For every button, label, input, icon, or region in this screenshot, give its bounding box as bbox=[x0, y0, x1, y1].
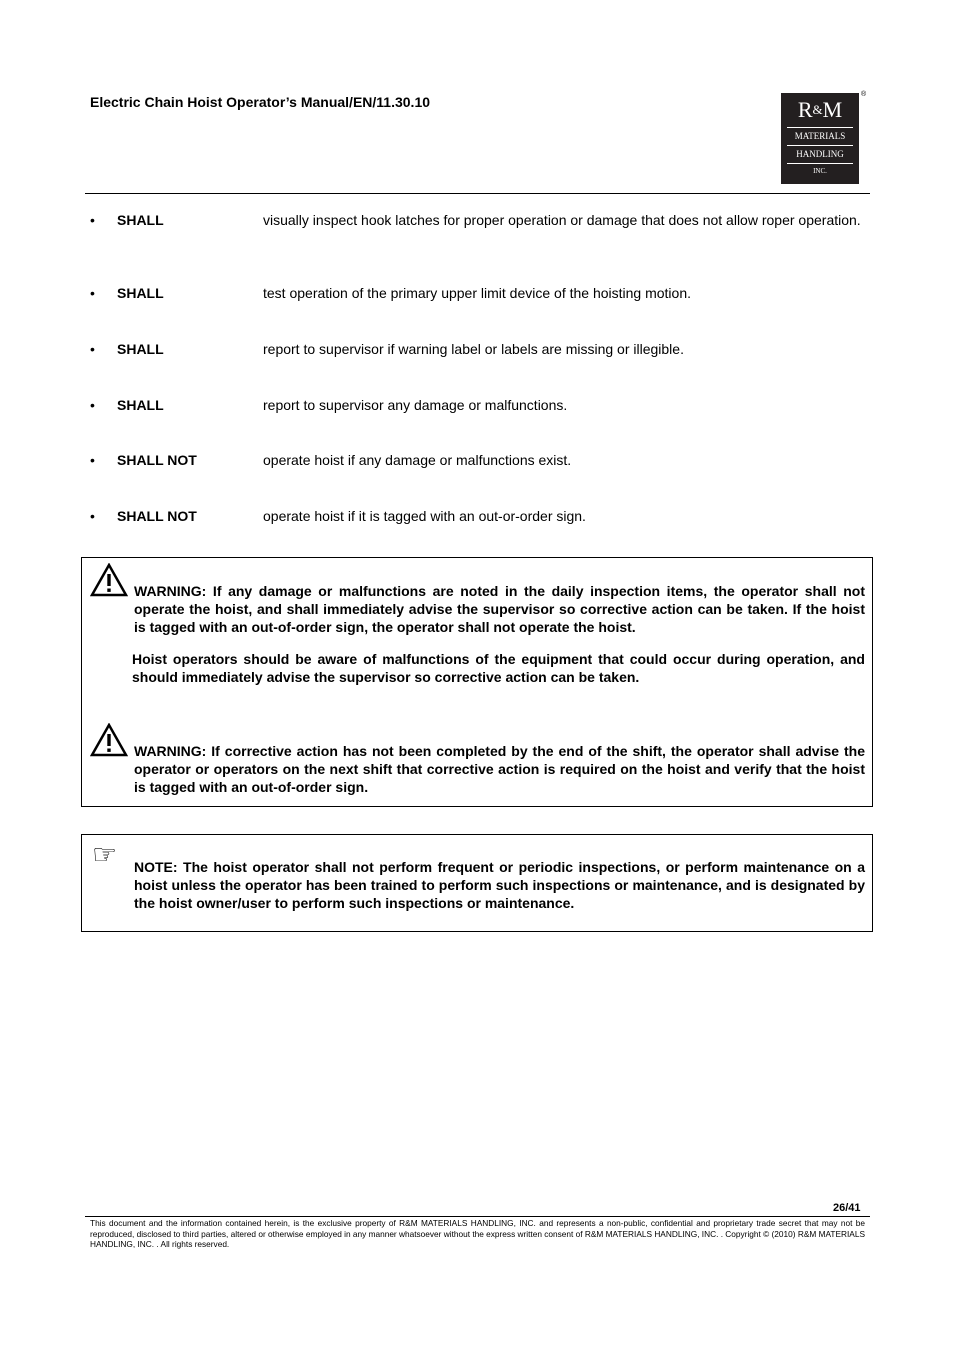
bullet: • bbox=[90, 397, 95, 413]
pointing-hand-icon: ☞ bbox=[92, 839, 118, 870]
list-item bbox=[90, 284, 870, 302]
list-item bbox=[90, 340, 870, 358]
logo-line-inc: INC. bbox=[787, 163, 853, 176]
list-item bbox=[90, 396, 870, 414]
warning-text-1: WARNING: If any damage or malfunctions are noted in the daily inspection items, the operator shall not operate the hoist, and shall immediately advise the supervisor so corrective action can be taken. If the hoist is tagged with an out-of-order sign, the operator shall not operate the hoist. bbox=[134, 583, 865, 635]
list-item bbox=[90, 451, 870, 469]
header-divider bbox=[85, 193, 870, 194]
warning-icon bbox=[90, 563, 128, 597]
logo-line-handling: HANDLING bbox=[787, 145, 853, 160]
warning-paragraph: Hoist operators should be aware of malfunctions of the equipment that could occur during operation, and should immediately advise the supervisor so corrective action can be taken. bbox=[132, 651, 865, 685]
item-text: visually inspect hook latches for proper operation or damage that does not allow roper operation. bbox=[263, 212, 861, 228]
item-text: operate hoist if any damage or malfunctions exist. bbox=[263, 452, 572, 468]
note-box bbox=[81, 834, 873, 932]
item-keyword: SHALL bbox=[117, 212, 164, 228]
item-keyword: SHALL NOT bbox=[117, 452, 197, 468]
item-keyword: SHALL bbox=[117, 341, 164, 357]
warning-box bbox=[81, 557, 873, 807]
item-text: report to supervisor any damage or malfunctions. bbox=[263, 397, 568, 413]
item-text: report to supervisor if warning label or labels are missing or illegible. bbox=[263, 341, 684, 357]
list-item bbox=[90, 211, 870, 247]
company-logo bbox=[781, 93, 859, 184]
document-title: Electric Chain Hoist Operator’s Manual/EN/11.30.10 bbox=[90, 94, 431, 110]
note-text: NOTE: The hoist operator shall not perform frequent or periodic inspections, or perform maintenance on a hoist unless the operator has been trained to perform such inspections or maintenance, and is designated by the hoist owner/user to perform such inspections or maintenance. bbox=[134, 859, 865, 911]
item-text: test operation of the primary upper limit device of the hoisting motion. bbox=[263, 285, 691, 301]
page-number: 26/41 bbox=[833, 1202, 861, 1214]
logo-brand: R&M bbox=[797, 97, 843, 122]
registered-mark: ® bbox=[861, 91, 867, 98]
bullet: • bbox=[90, 452, 95, 468]
list-item bbox=[90, 507, 870, 525]
bullet: • bbox=[90, 341, 95, 357]
bullet: • bbox=[90, 212, 95, 228]
item-keyword: SHALL NOT bbox=[117, 508, 197, 524]
item-text: operate hoist if it is tagged with an out-or-order sign. bbox=[263, 508, 586, 524]
warning-icon bbox=[90, 723, 128, 757]
footer-legal: This document and the information contained herein, is the exclusive property of R&M MATERIALS HANDLING, INC. and represents a non-public, confidential and proprietary trade secret that may not be reproduced, disclosed to third parties, altered or otherwise employed in any manner whatsoever without the express written consent of R&M MATERIALS HANDLING, INC. . Copyright © (2010) R&M MATERIALS HANDLING, INC. . All rights reserved. bbox=[90, 1218, 865, 1249]
logo-line-materials: MATERIALS bbox=[787, 127, 853, 142]
bullet: • bbox=[90, 285, 95, 301]
item-keyword: SHALL bbox=[117, 397, 164, 413]
footer-divider bbox=[85, 1216, 870, 1217]
item-keyword: SHALL bbox=[117, 285, 164, 301]
bullet: • bbox=[90, 508, 95, 524]
warning-text-2: WARNING: If corrective action has not been completed by the end of the shift, the operator shall advise the operator or operators on the next shift that corrective action is required on the hoist and verify that the hoist is tagged with an out-of-order sign. bbox=[134, 743, 865, 795]
